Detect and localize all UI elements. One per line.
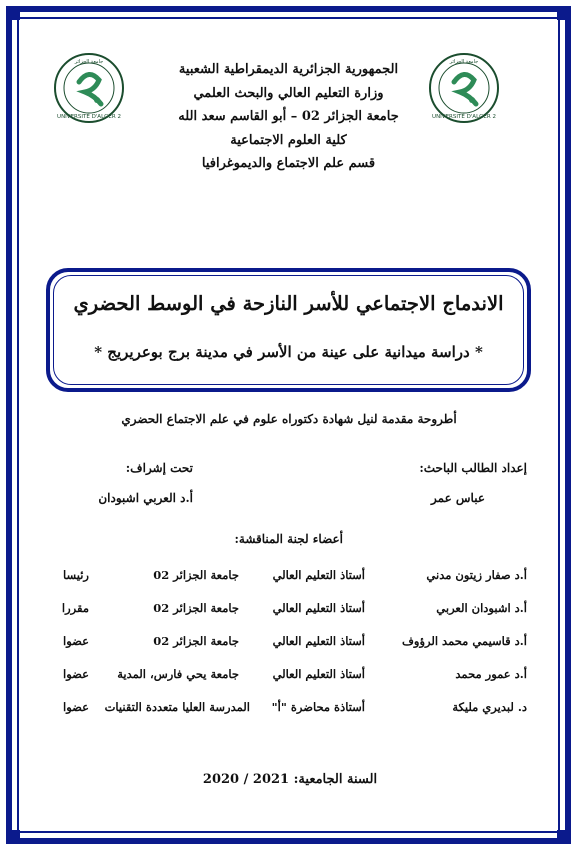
member-rank: أستاذ التعليم العالي bbox=[272, 601, 365, 615]
member-university: جامعة الجزائر 02 bbox=[153, 601, 239, 615]
student-name: عباس عمر bbox=[431, 491, 485, 505]
academic-year-label: السنة الجامعية: bbox=[293, 772, 378, 787]
academic-year bbox=[170, 772, 410, 787]
member-role: عضوا bbox=[63, 634, 89, 648]
ministry-name: وزارة التعليم العالي والبحث العلمي bbox=[193, 85, 384, 101]
university-seal-left bbox=[53, 52, 125, 124]
member-role: رئيسا bbox=[63, 568, 89, 582]
member-rank: أستاذ التعليم العالي bbox=[272, 634, 365, 648]
member-rank: أستاذ التعليم العالي bbox=[272, 568, 365, 582]
supervisor-name: أ.د العربي اشبودان bbox=[98, 491, 193, 505]
member-name: أ.د قاسيمي محمد الرؤوف bbox=[401, 634, 527, 648]
thesis-degree-note: أطروحة مقدمة لنيل شهادة دكتوراه علوم في علم الاجتماع الحضري bbox=[121, 412, 457, 426]
member-name: أ.د عمور محمد bbox=[455, 667, 527, 681]
member-university: جامعة يحي فارس، المدية bbox=[117, 667, 239, 681]
member-university: جامعة الجزائر 02 bbox=[153, 568, 239, 582]
prepared-by-label: إعداد الطالب الباحث: bbox=[419, 461, 527, 475]
member-name: أ.د اشبودان العربي bbox=[436, 601, 527, 615]
thesis-title: الاندماج الاجتماعي للأسر النازحة في الوسط الحضري bbox=[73, 292, 504, 315]
frame-corner-ornament bbox=[10, 10, 20, 20]
svg-text:جامعة الجزائر: جامعة الجزائر bbox=[449, 59, 479, 65]
university-name: جامعة الجزائر 02 – أبو القاسم سعد الله bbox=[178, 109, 399, 124]
member-rank: أستاذة محاضرة "أ" bbox=[271, 700, 365, 714]
institution-header bbox=[130, 58, 447, 176]
member-university: المدرسة العليا متعددة التقنيات bbox=[104, 700, 250, 714]
svg-text:جامعة الجزائر: جامعة الجزائر bbox=[74, 59, 104, 65]
member-role: عضوا bbox=[63, 700, 89, 714]
member-role: مقررا bbox=[61, 601, 89, 615]
academic-year-value: 2020 / 2021 bbox=[202, 772, 290, 787]
member-name: د. لبديري مليكة bbox=[452, 700, 527, 714]
member-rank: أستاذ التعليم العالي bbox=[272, 667, 365, 681]
frame-corner-ornament bbox=[557, 830, 567, 840]
frame-corner-ornament bbox=[10, 830, 20, 840]
faculty-name: كلية العلوم الاجتماعية bbox=[230, 132, 347, 148]
member-role: عضوا bbox=[63, 667, 89, 681]
supervision-label: تحت إشراف: bbox=[125, 461, 193, 475]
thesis-subtitle: * دراسة ميدانية على عينة من الأسر في مدينة برج بوعريريج * bbox=[94, 343, 483, 361]
frame-corner-ornament bbox=[557, 10, 567, 20]
svg-text:UNIVERSITÉ D'ALGER 2: UNIVERSITÉ D'ALGER 2 bbox=[432, 114, 496, 120]
department-name: قسم علم الاجتماع والديموغرافيا bbox=[201, 156, 376, 171]
committee-label: أعضاء لجنة المناقشة: bbox=[234, 532, 343, 546]
member-name: أ.د صفار زيتون مدني bbox=[426, 568, 527, 582]
member-university: جامعة الجزائر 02 bbox=[153, 634, 239, 648]
republic-name: الجمهورية الجزائرية الديمقراطية الشعبية bbox=[178, 62, 399, 77]
svg-text:UNIVERSITÉ D'ALGER 2: UNIVERSITÉ D'ALGER 2 bbox=[57, 114, 121, 120]
